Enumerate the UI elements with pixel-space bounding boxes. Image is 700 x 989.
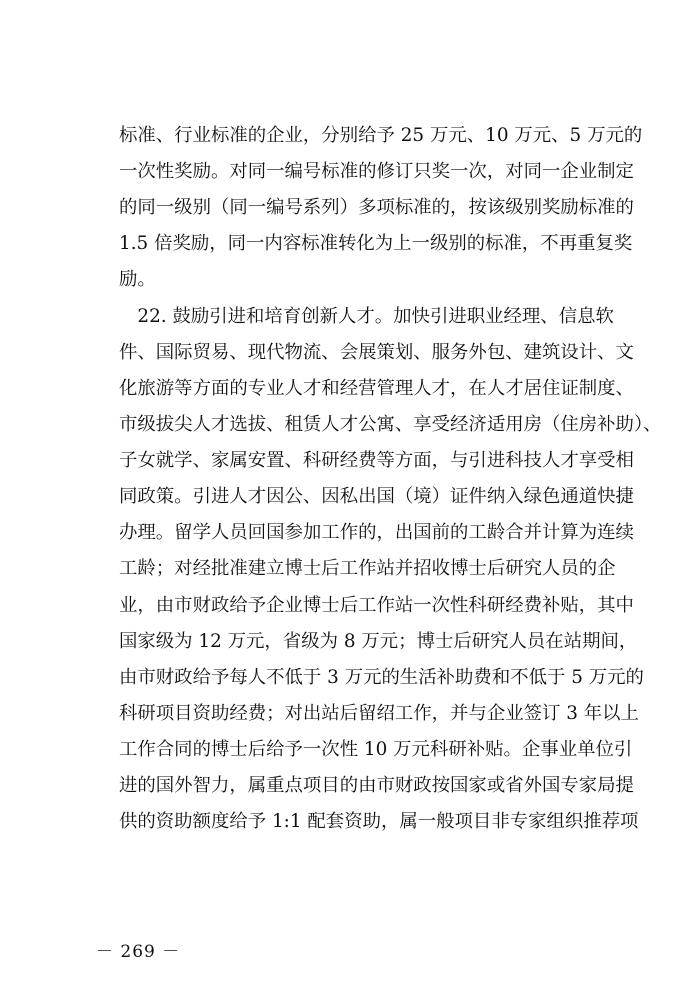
body-text-line: 件、国际贸易、现代物流、会展策划、服务外包、建筑设计、文 (119, 342, 634, 363)
body-text-line: 科研项目资助经费；对出站后留绍工作，并与企业签订 3 年以上 (119, 703, 639, 724)
body-text-line: 进的国外智力，属重点项目的由市财政按国家或省外国专家局提 (119, 775, 634, 796)
body-text-line: 由市财政给予每人不低于 3 万元的生活补助费和不低于 5 万元的 (119, 667, 644, 688)
body-text-line: 工作合同的博士后给予一次性 10 万元科研补贴。企事业单位引 (119, 739, 633, 760)
body-text-line: 工龄；对经批准建立博士后工作站并招收博士后研究人员的企 (119, 558, 616, 579)
body-text-line: 的同一级别（同一编号系列）多项标准的，按该级别奖励标准的 (119, 197, 634, 218)
body-text-line: 供的资助额度给予 1:1 配套资助，属一般项目非专家组织推荐项 (119, 811, 639, 832)
page-number: － 269 － (96, 942, 181, 962)
body-text-line: 标准、行业标准的企业，分别给予 25 万元、10 万元、5 万元的 (119, 125, 643, 146)
body-text-line: 一次性奖励。对同一编号标准的修订只奖一次，对同一企业制定 (119, 161, 634, 182)
body-text-line: 国家级为 12 万元，省级为 8 万元；博士后研究人员在站期间， (119, 631, 638, 652)
body-text-line: 办理。留学人员回国参加工作的，出国前的工龄合并计算为连续 (119, 522, 634, 543)
body-text-line: 22. 鼓励引进和培育创新人才。加快引进职业经理、信息软 (119, 306, 614, 327)
body-text-line: 市级拔尖人才选拔、租赁人才公寓、享受经济适用房（住房补助）、 (119, 414, 662, 435)
body-text-line: 化旅游等方面的专业人才和经营管理人才，在人才居住证制度、 (119, 378, 634, 399)
body-text-line: 同政策。引进人才因公、因私出国（境）证件纳入绿色通道快捷 (119, 486, 634, 507)
body-text-line: 励。 (119, 269, 156, 290)
body-text-line: 1.5 倍奖励，同一内容标准转化为上一级别的标准，不再重复奖 (119, 233, 633, 254)
body-text-line: 业，由市财政给予企业博士后工作站一次性科研经费补贴，其中 (119, 595, 634, 616)
body-text-line: 子女就学、家属安置、科研经费等方面，与引进科技人才享受相 (119, 450, 634, 471)
